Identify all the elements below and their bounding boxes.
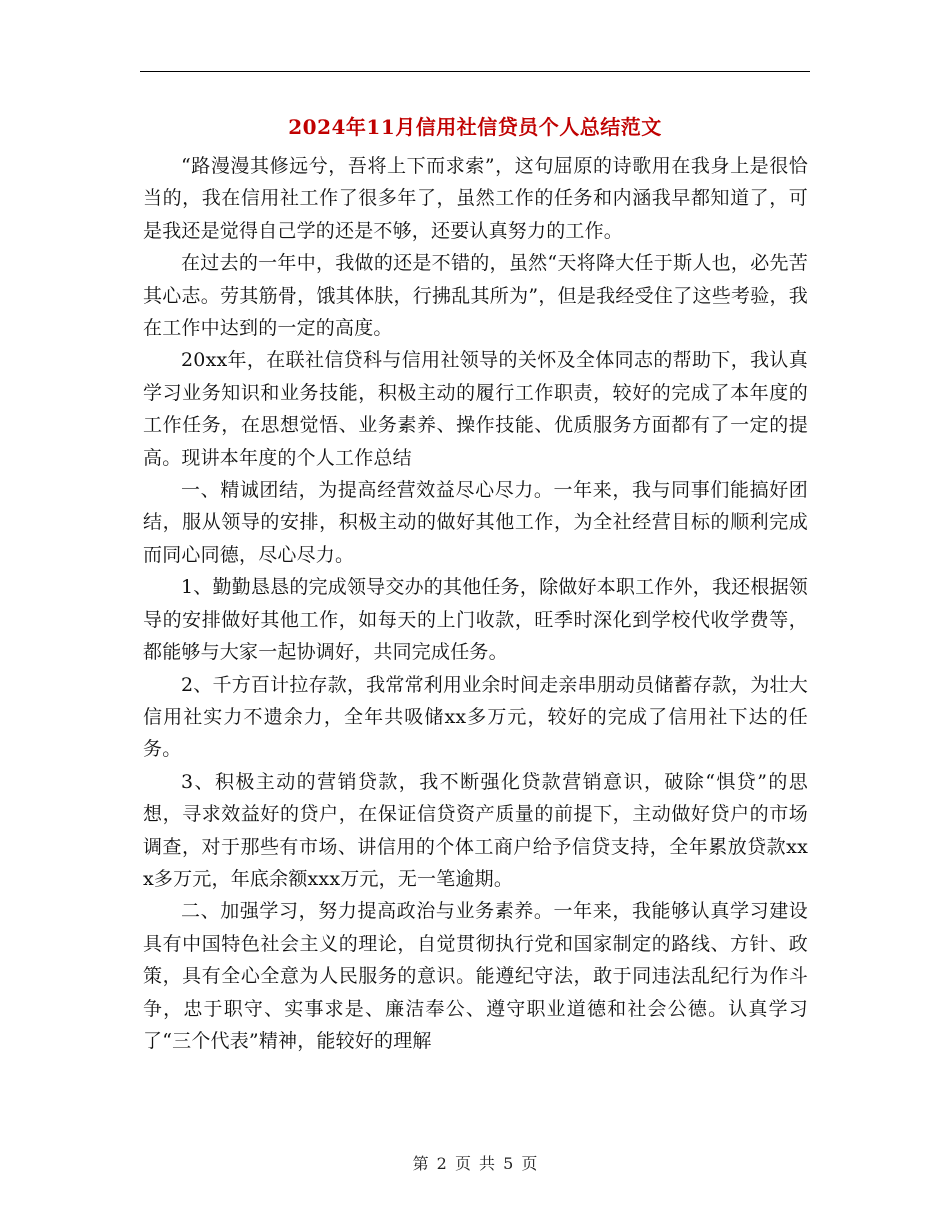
document-body (143, 150, 808, 1057)
document-title: 2024年11月信用社信贷员个人总结范文 (288, 115, 662, 139)
paragraph-past-year: 在过去的一年中，我做的还是不错的，虽然“天将降大任于斯人也，必先苦其心志。劳其筋骨，饿其体肤，行拂乱其所为”，但是我经受住了这些考验，我在工作中达到的一定的高度。 (143, 252, 808, 340)
paragraph-item-one: 1、勤勤恳恳的完成领导交办的其他任务，除做好本职工作外，我还根据领导的安排做好其他工作，如每天的上门收款，旺季时深化到学校代收学费等，都能够与大家一起协调好，共同完成任务。 (143, 576, 808, 664)
header-divider (140, 71, 810, 72)
paragraph-item-three: 3、积极主动的营销贷款，我不断强化贷款营销意识，破除“惧贷”的思想，寻求效益好的贷户，在保证信贷资产质量的前提下，主动做好贷户的市场调查，对于那些有市场、讲信用的个体工商户给予信贷支持，全年累放贷款xxx多万元，年底余额xxx万元，无一笔逾期。 (143, 770, 808, 890)
page-number-footer: 第 2 页 共 5 页 (412, 1154, 538, 1173)
paragraph-overview: 20xx年，在联社信贷科与信用社领导的关怀及全体同志的帮助下，我认真学习业务知识和业务技能，积极主动的履行工作职责，较好的完成了本年度的工作任务，在思想觉悟、业务素养、操作技能、优质服务方面都有了一定的提高。现讲本年度的个人工作总结 (143, 349, 808, 469)
paragraph-section-one: 一、精诚团结，为提高经营效益尽心尽力。一年来，我与同事们能搞好团结，服从领导的安排，积极主动的做好其他工作，为全社经营目标的顺利完成而同心同德，尽心尽力。 (143, 479, 808, 566)
paragraph-section-two: 二、加强学习，努力提高政治与业务素养。一年来，我能够认真学习建设具有中国特色社会主义的理论，自觉贯彻执行党和国家制定的路线、方针、政策，具有全心全意为人民服务的意识。能遵纪守法，敢于同违法乱纪行为作斗争，忠于职守、实事求是、廉洁奉公、遵守职业道德和社会公德。认真学习了“三个代表”精神，能较好的理解 (143, 900, 808, 1052)
paragraph-intro: “路漫漫其修远兮，吾将上下而求索”，这句屈原的诗歌用在我身上是很恰当的，我在信用社工作了很多年了，虽然工作的任务和内涵我早都知道了，可是我还是觉得自己学的还是不够，还要认真努力的工作。 (143, 155, 808, 242)
paragraph-item-two: 2、千方百计拉存款，我常常利用业余时间走亲串朋动员储蓄存款，为壮大信用社实力不遗余力，全年共吸储xx多万元，较好的完成了信用社下达的任务。 (143, 673, 808, 761)
